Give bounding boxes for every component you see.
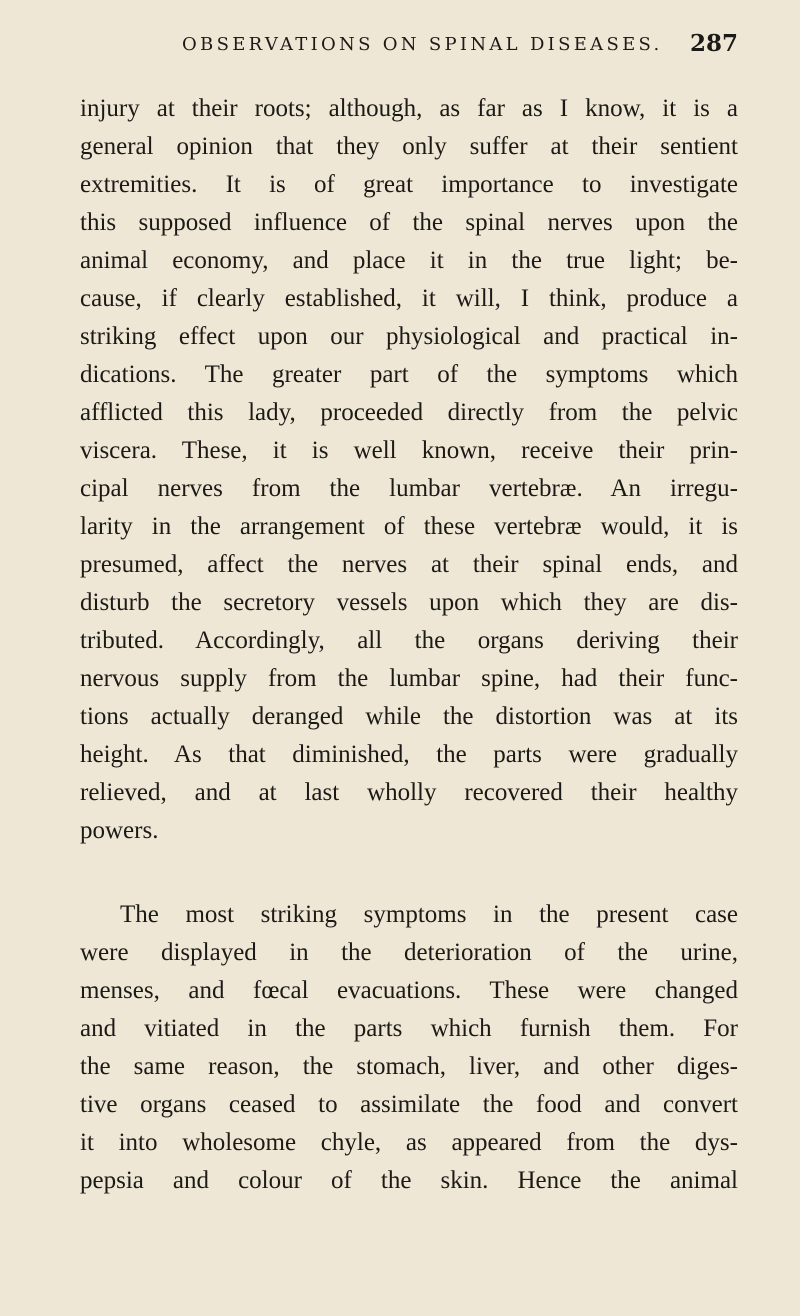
text-line: The most striking symptoms in the present case: [120, 901, 738, 928]
text-line: larity in the arrangement of these vertebræ would, it is: [80, 513, 738, 540]
text-line: cause, if clearly established, it will, I think, produce a: [80, 285, 738, 312]
text-line: tributed. Accordingly, all the organs deriving their: [80, 627, 738, 654]
text-line: the same reason, the stomach, liver, and other diges-: [80, 1053, 738, 1080]
text-line: animal economy, and place it in the true light; be-: [80, 247, 738, 274]
text-line: powers.: [80, 817, 159, 844]
text-line: nervous supply from the lumbar spine, had their func-: [80, 665, 738, 692]
text-line: tions actually deranged while the distortion was at its: [80, 703, 738, 730]
text-line: relieved, and at last wholly recovered their healthy: [80, 779, 738, 806]
text-line: disturb the secretory vessels upon which they are dis-: [80, 589, 738, 616]
text-line: and vitiated in the parts which furnish them. For: [80, 1015, 738, 1042]
page-number: 287: [689, 30, 738, 57]
text-line: this supposed influence of the spinal nerves upon the: [80, 209, 738, 236]
running-head: [80, 30, 738, 64]
text-line: general opinion that they only suffer at their sentient: [80, 133, 738, 160]
text-line: viscera. These, it is well known, receive their prin-: [80, 437, 738, 464]
text-line: dications. The greater part of the symptoms which: [80, 361, 738, 388]
text-line: afflicted this lady, proceeded directly from the pelvic: [80, 399, 738, 426]
text-line: cipal nerves from the lumbar vertebræ. An irregu-: [80, 475, 738, 502]
text-line: tive organs ceased to assimilate the food and convert: [80, 1091, 738, 1118]
text-line: injury at their roots; although, as far as I know, it is a: [80, 95, 738, 122]
text-line: striking effect upon our physiological and practical in-: [80, 323, 738, 350]
text-line: menses, and fœcal evacuations. These were changed: [80, 977, 738, 1004]
text-line: pepsia and colour of the skin. Hence the animal: [80, 1167, 738, 1194]
text-line: presumed, affect the nerves at their spinal ends, and: [80, 551, 738, 578]
text-line: extremities. It is of great importance to investigate: [80, 171, 738, 198]
text-line: height. As that diminished, the parts were gradually: [80, 741, 738, 768]
text-line: were displayed in the deterioration of the urine,: [80, 939, 738, 966]
text-line: it into wholesome chyle, as appeared from the dys-: [80, 1129, 738, 1156]
running-title: OBSERVATIONS ON SPINAL DISEASES.: [182, 34, 663, 55]
